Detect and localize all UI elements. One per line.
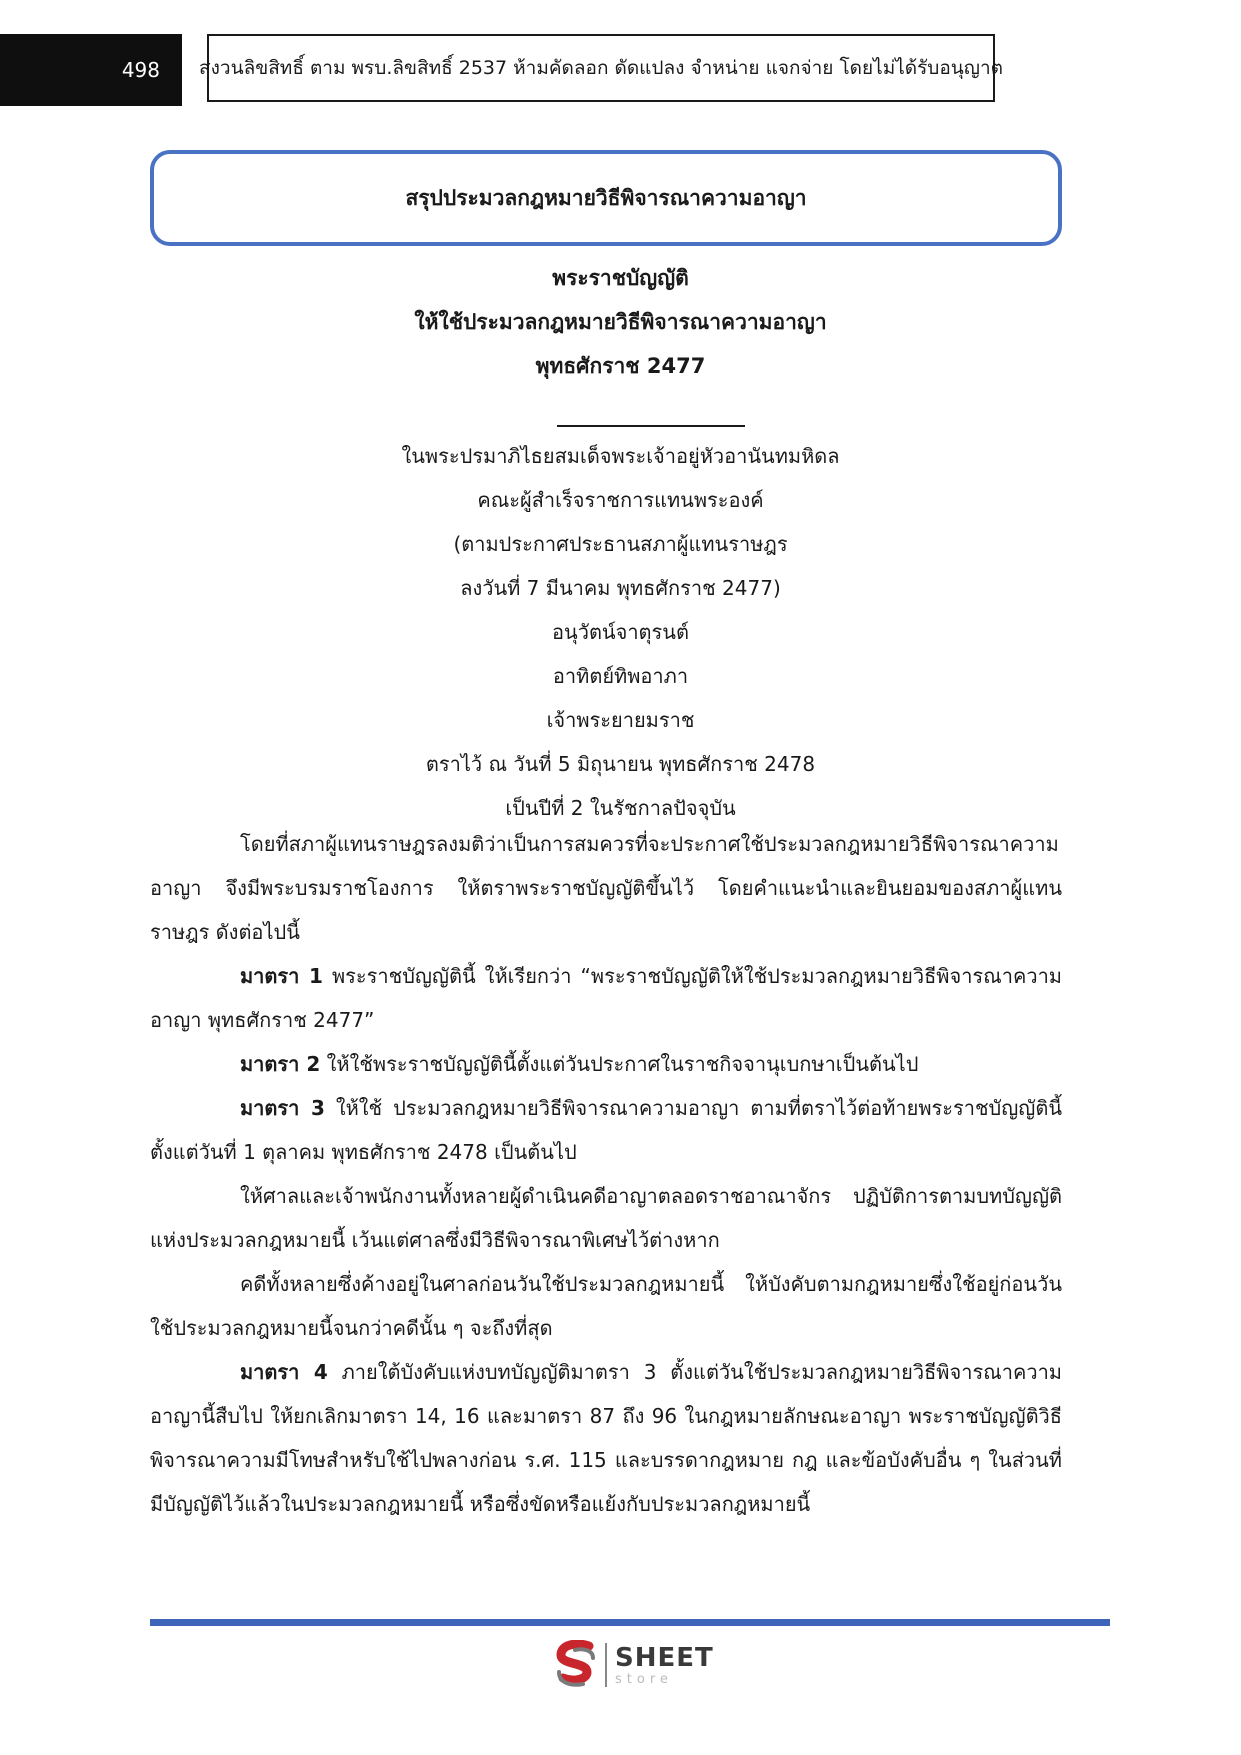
section-4 bbox=[150, 1350, 1062, 1526]
copyright-notice bbox=[199, 34, 1003, 102]
logo-divider bbox=[605, 1643, 607, 1687]
section-2 bbox=[150, 1042, 1062, 1086]
section-text: พระราชบัญญัตินี้ ให้เรียกว่า “พระราชบัญญัติให้ใช้ประมวลกฎหมายวิธีพิจารณาความอาญา พุทธศักราช 2477” bbox=[150, 964, 1062, 1032]
preamble-line: ในพระปรมาภิไธยสมเด็จพระเจ้าอยู่หัวอานันทมหิดล bbox=[401, 444, 840, 468]
logo-text bbox=[615, 1642, 714, 1687]
preamble-line: อนุวัตน์จาตุรนต์ bbox=[552, 620, 689, 644]
section-label: มาตรา 2 bbox=[240, 1052, 321, 1076]
section-label: มาตรา 4 bbox=[240, 1360, 328, 1384]
section-3-paragraph-3: คดีทั้งหลายซึ่งค้างอยู่ในศาลก่อนวันใช้ประมวลกฎหมายนี้ ให้บังคับตามกฎหมายซึ่งใช้อยู่ก่อนวันใช้ประมวลกฎหมายนี้จนกว่าคดีนั้น ๆ จะถึงที่สุด bbox=[150, 1272, 1062, 1340]
act-heading-line3: พุทธศักราช 2477 bbox=[535, 354, 706, 378]
logo-subword: store bbox=[615, 1671, 673, 1687]
section-3 bbox=[150, 1086, 1062, 1174]
preamble-line: ลงวันที่ 7 มีนาคม พุทธศักราช 2477) bbox=[460, 576, 781, 600]
section-1 bbox=[150, 954, 1062, 1042]
preamble-line: ตราไว้ ณ วันที่ 5 มิถุนายน พุทธศักราช 2478 bbox=[425, 752, 816, 776]
act-heading-line1: พระราชบัญญัติ bbox=[552, 266, 689, 290]
preamble-line: (ตามประกาศประธานสภาผู้แทนราษฎร bbox=[453, 532, 788, 556]
preamble-line: เจ้าพระยายมราช bbox=[546, 708, 695, 732]
logo-word: SHEET bbox=[615, 1642, 714, 1673]
page-number: 498 bbox=[121, 58, 160, 82]
section-text: ให้ใช้ ประมวลกฎหมายวิธีพิจารณาความอาญา ตามที่ตราไว้ต่อท้ายพระราชบัญญัตินี้ ตั้งแต่วันที่ 1 ตุลาคม พุทธศักราช 2478 เป็นต้นไป bbox=[150, 1096, 1062, 1164]
intro-paragraph: โดยที่สภาผู้แทนราษฎรลงมติว่าเป็นการสมควรที่จะประกาศใช้ประมวลกฎหมายวิธีพิจารณาความอาญา จึงมีพระบรมราชโองการ ให้ตราพระราชบัญญัติขึ้นไว้ โดยคำแนะนำและยินยอมของสภาผู้แทนราษฎร ดังต่อไปนี้ bbox=[150, 832, 1062, 944]
section-text: ให้ใช้พระราชบัญญัตินี้ตั้งแต่วันประกาศในราชกิจจานุเบกษาเป็นต้นไป bbox=[320, 1052, 919, 1076]
section-text: ภายใต้บังคับแห่งบทบัญญัติมาตรา 3 ตั้งแต่วันใช้ประมวลกฎหมายวิธีพิจารณาความอาญานี้สืบไป ให้ยกเลิกมาตรา 14, 16 และมาตรา 87 ถึง 96 ในกฎหมายลักษณะอาญา พระราชบัญญัติวิธีพิจารณาความมีโทษสำหรับใช้ไปพลางก่อน ร.ศ. 115 และบรรดากฎหมาย กฎ และข้อบังคับอื่น ๆ ในส่วนที่มีบัญญัติไว้แล้วในประมวลกฎหมายนี้ หรือซึ่งขัดหรือแย้งกับประมวลกฎหมายนี้ bbox=[150, 1360, 1062, 1516]
page-number-box bbox=[0, 34, 182, 106]
copyright-text: สงวนลิขสิทธิ์ ตาม พรบ.ลิขสิทธิ์ 2537 ห้ามคัดลอก ดัดแปลง จำหน่าย แจกจ่าย โดยไม่ได้รับอนุญาต bbox=[199, 57, 1003, 79]
sheet-store-logo bbox=[553, 1637, 733, 1693]
summary-title: สรุปประมวลกฎหมายวิธีพิจารณาความอาญา bbox=[405, 185, 807, 210]
section-label: มาตรา 3 bbox=[240, 1096, 325, 1120]
section-label: มาตรา 1 bbox=[240, 964, 323, 988]
section-3-paragraph-2: ให้ศาลและเจ้าพนักงานทั้งหลายผู้ดำเนินคดีอาญาตลอดราชอาณาจักร ปฏิบัติการตามบทบัญญัติแห่งประมวลกฎหมายนี้ เว้นแต่ศาลซึ่งมีวิธีพิจารณาพิเศษไว้ต่างหาก bbox=[150, 1184, 1062, 1252]
preamble-line: เป็นปีที่ 2 ในรัชกาลปัจจุบัน bbox=[505, 796, 736, 820]
s-logo-icon bbox=[553, 1640, 599, 1690]
act-body bbox=[150, 822, 1062, 1526]
heading-divider bbox=[557, 425, 745, 427]
preamble-line: อาทิตย์ทิพอาภา bbox=[552, 664, 689, 688]
footer-bar bbox=[150, 1619, 1110, 1626]
summary-title-box bbox=[150, 150, 1062, 246]
act-heading-line2: ให้ใช้ประมวลกฎหมายวิธีพิจารณาความอาญา bbox=[414, 310, 827, 334]
preamble-line: คณะผู้สำเร็จราชการแทนพระองค์ bbox=[477, 488, 764, 512]
